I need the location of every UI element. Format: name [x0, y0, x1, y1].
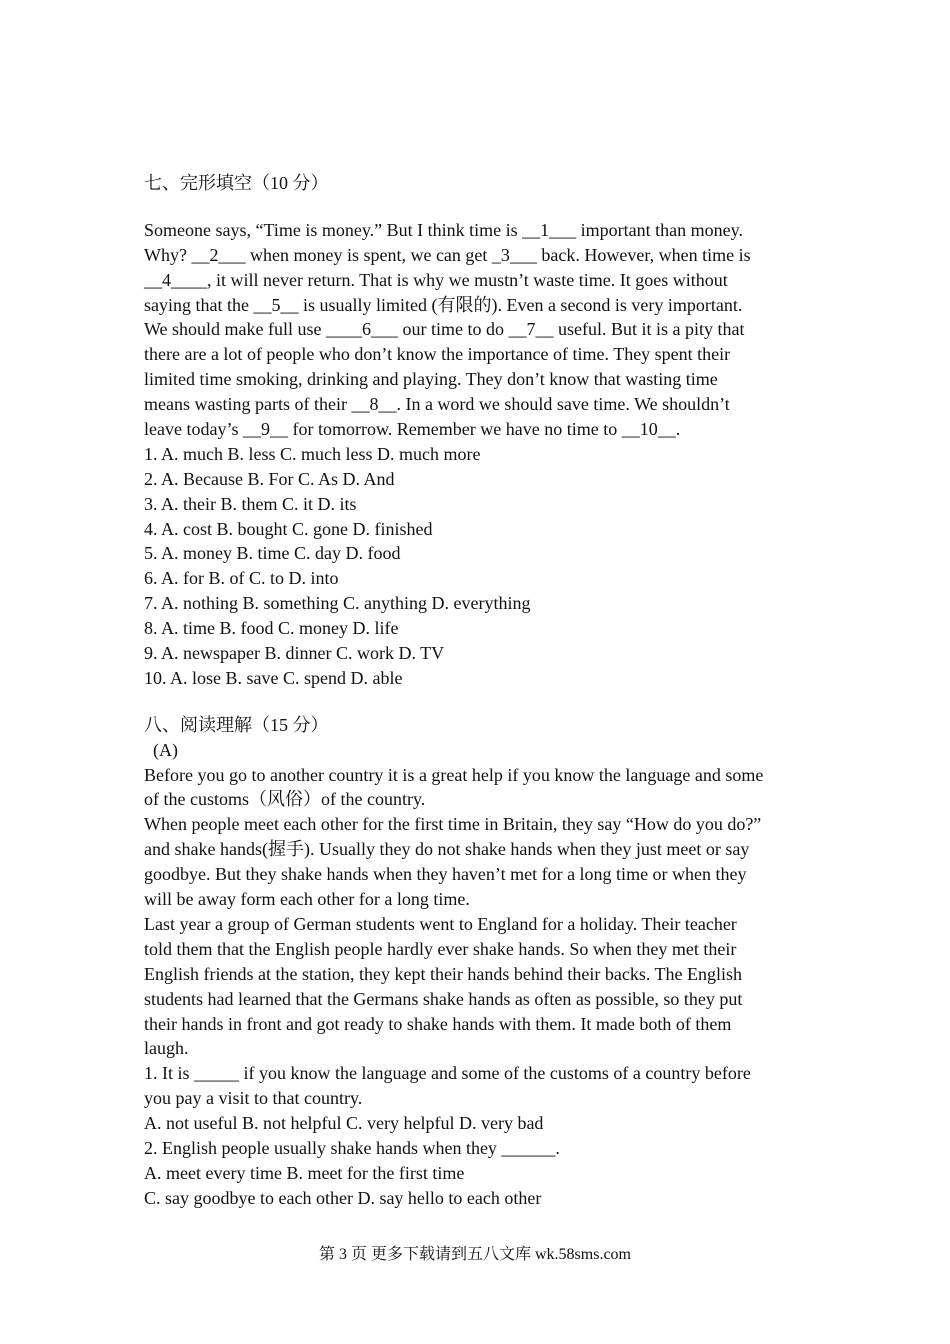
question-line: C. say goodbye to each other D. say hello to each other	[144, 1187, 542, 1208]
passage-label: (A)	[153, 739, 178, 760]
option-line: 3. A. their B. them C. it D. its	[144, 493, 357, 514]
passage-line: laugh.	[144, 1038, 189, 1059]
passage-line: told them that the English people hardly ever shake hands. So when they met their	[144, 938, 737, 959]
cloze-passage	[144, 218, 814, 442]
section-heading-reading: 八、阅读理解（15 分）	[144, 714, 329, 735]
option-line: 7. A. nothing B. something C. anything D. everything	[144, 593, 531, 614]
passage-line: When people meet each other for the first time in Britain, they say “How do you do?”	[144, 814, 762, 835]
page-content	[144, 171, 814, 1211]
option-line: 2. A. Because B. For C. As D. And	[144, 468, 395, 489]
option-line: 4. A. cost B. bought C. gone D. finished	[144, 518, 433, 539]
option-line: 5. A. money B. time C. day D. food	[144, 543, 401, 564]
spacer	[144, 196, 814, 218]
passage-line: of the customs（风俗）of the country.	[144, 789, 426, 810]
reading-passage	[144, 763, 814, 1062]
option-line: 1. A. much B. less C. much less D. much more	[144, 443, 481, 464]
passage-line: leave today’s __9__ for tomorrow. Remember we have no time to __10__.	[144, 419, 681, 440]
spacer	[144, 691, 814, 713]
passage-line: students had learned that the Germans shake hands as often as possible, so they put	[144, 988, 743, 1009]
cloze-options	[144, 442, 814, 691]
passage-line: will be away form each other for a long time.	[144, 889, 470, 910]
passage-line: Last year a group of German students went to England for a holiday. Their teacher	[144, 913, 737, 934]
passage-line: Someone says, “Time is money.” But I think time is __1___ important than money.	[144, 219, 743, 240]
option-line: 10. A. lose B. save C. spend D. able	[144, 667, 403, 688]
passage-line: We should make full use ____6___ our time to do __7__ useful. But it is a pity that	[144, 319, 745, 340]
passage-line: __4____, it will never return. That is why we mustn’t waste time. It goes without	[144, 269, 728, 290]
reading-questions	[144, 1061, 814, 1210]
passage-line: goodbye. But they shake hands when they haven’t met for a long time or when they	[144, 864, 747, 885]
passage-line: limited time smoking, drinking and playing. They don’t know that wasting time	[144, 369, 718, 390]
question-line: A. meet every time B. meet for the first time	[144, 1162, 465, 1183]
passage-line: English friends at the station, they kept their hands behind their backs. The English	[144, 963, 743, 984]
passage-line: and shake hands(握手). Usually they do not shake hands when they just meet or say	[144, 839, 750, 860]
passage-line: there are a lot of people who don’t know the importance of time. They spent their	[144, 344, 731, 365]
passage-line: their hands in front and got ready to shake hands with them. It made both of them	[144, 1013, 732, 1034]
option-line: 6. A. for B. of C. to D. into	[144, 568, 339, 589]
passage-line: means wasting parts of their __8__. In a word we should save time. We shouldn’t	[144, 394, 730, 415]
passage-line: Why? __2___ when money is spent, we can get _3___ back. However, when time is	[144, 244, 751, 265]
passage-line: Before you go to another country it is a great help if you know the language and some	[144, 764, 764, 785]
question-line: A. not useful B. not helpful C. very helpful D. very bad	[144, 1113, 544, 1134]
option-line: 9. A. newspaper B. dinner C. work D. TV	[144, 643, 445, 664]
question-line: you pay a visit to that country.	[144, 1088, 363, 1109]
question-line: 1. It is _____ if you know the language and some of the customs of a country before	[144, 1063, 751, 1084]
passage-line: saying that the __5__ is usually limited (有限的). Even a second is very important.	[144, 294, 743, 315]
question-line: 2. English people usually shake hands when they ______.	[144, 1137, 560, 1158]
page-footer: 第 3 页 更多下载请到五八文库 wk.58sms.com	[318, 1246, 631, 1263]
option-line: 8. A. time B. food C. money D. life	[144, 618, 399, 639]
section-heading-cloze: 七、完形填空（10 分）	[144, 173, 329, 193]
